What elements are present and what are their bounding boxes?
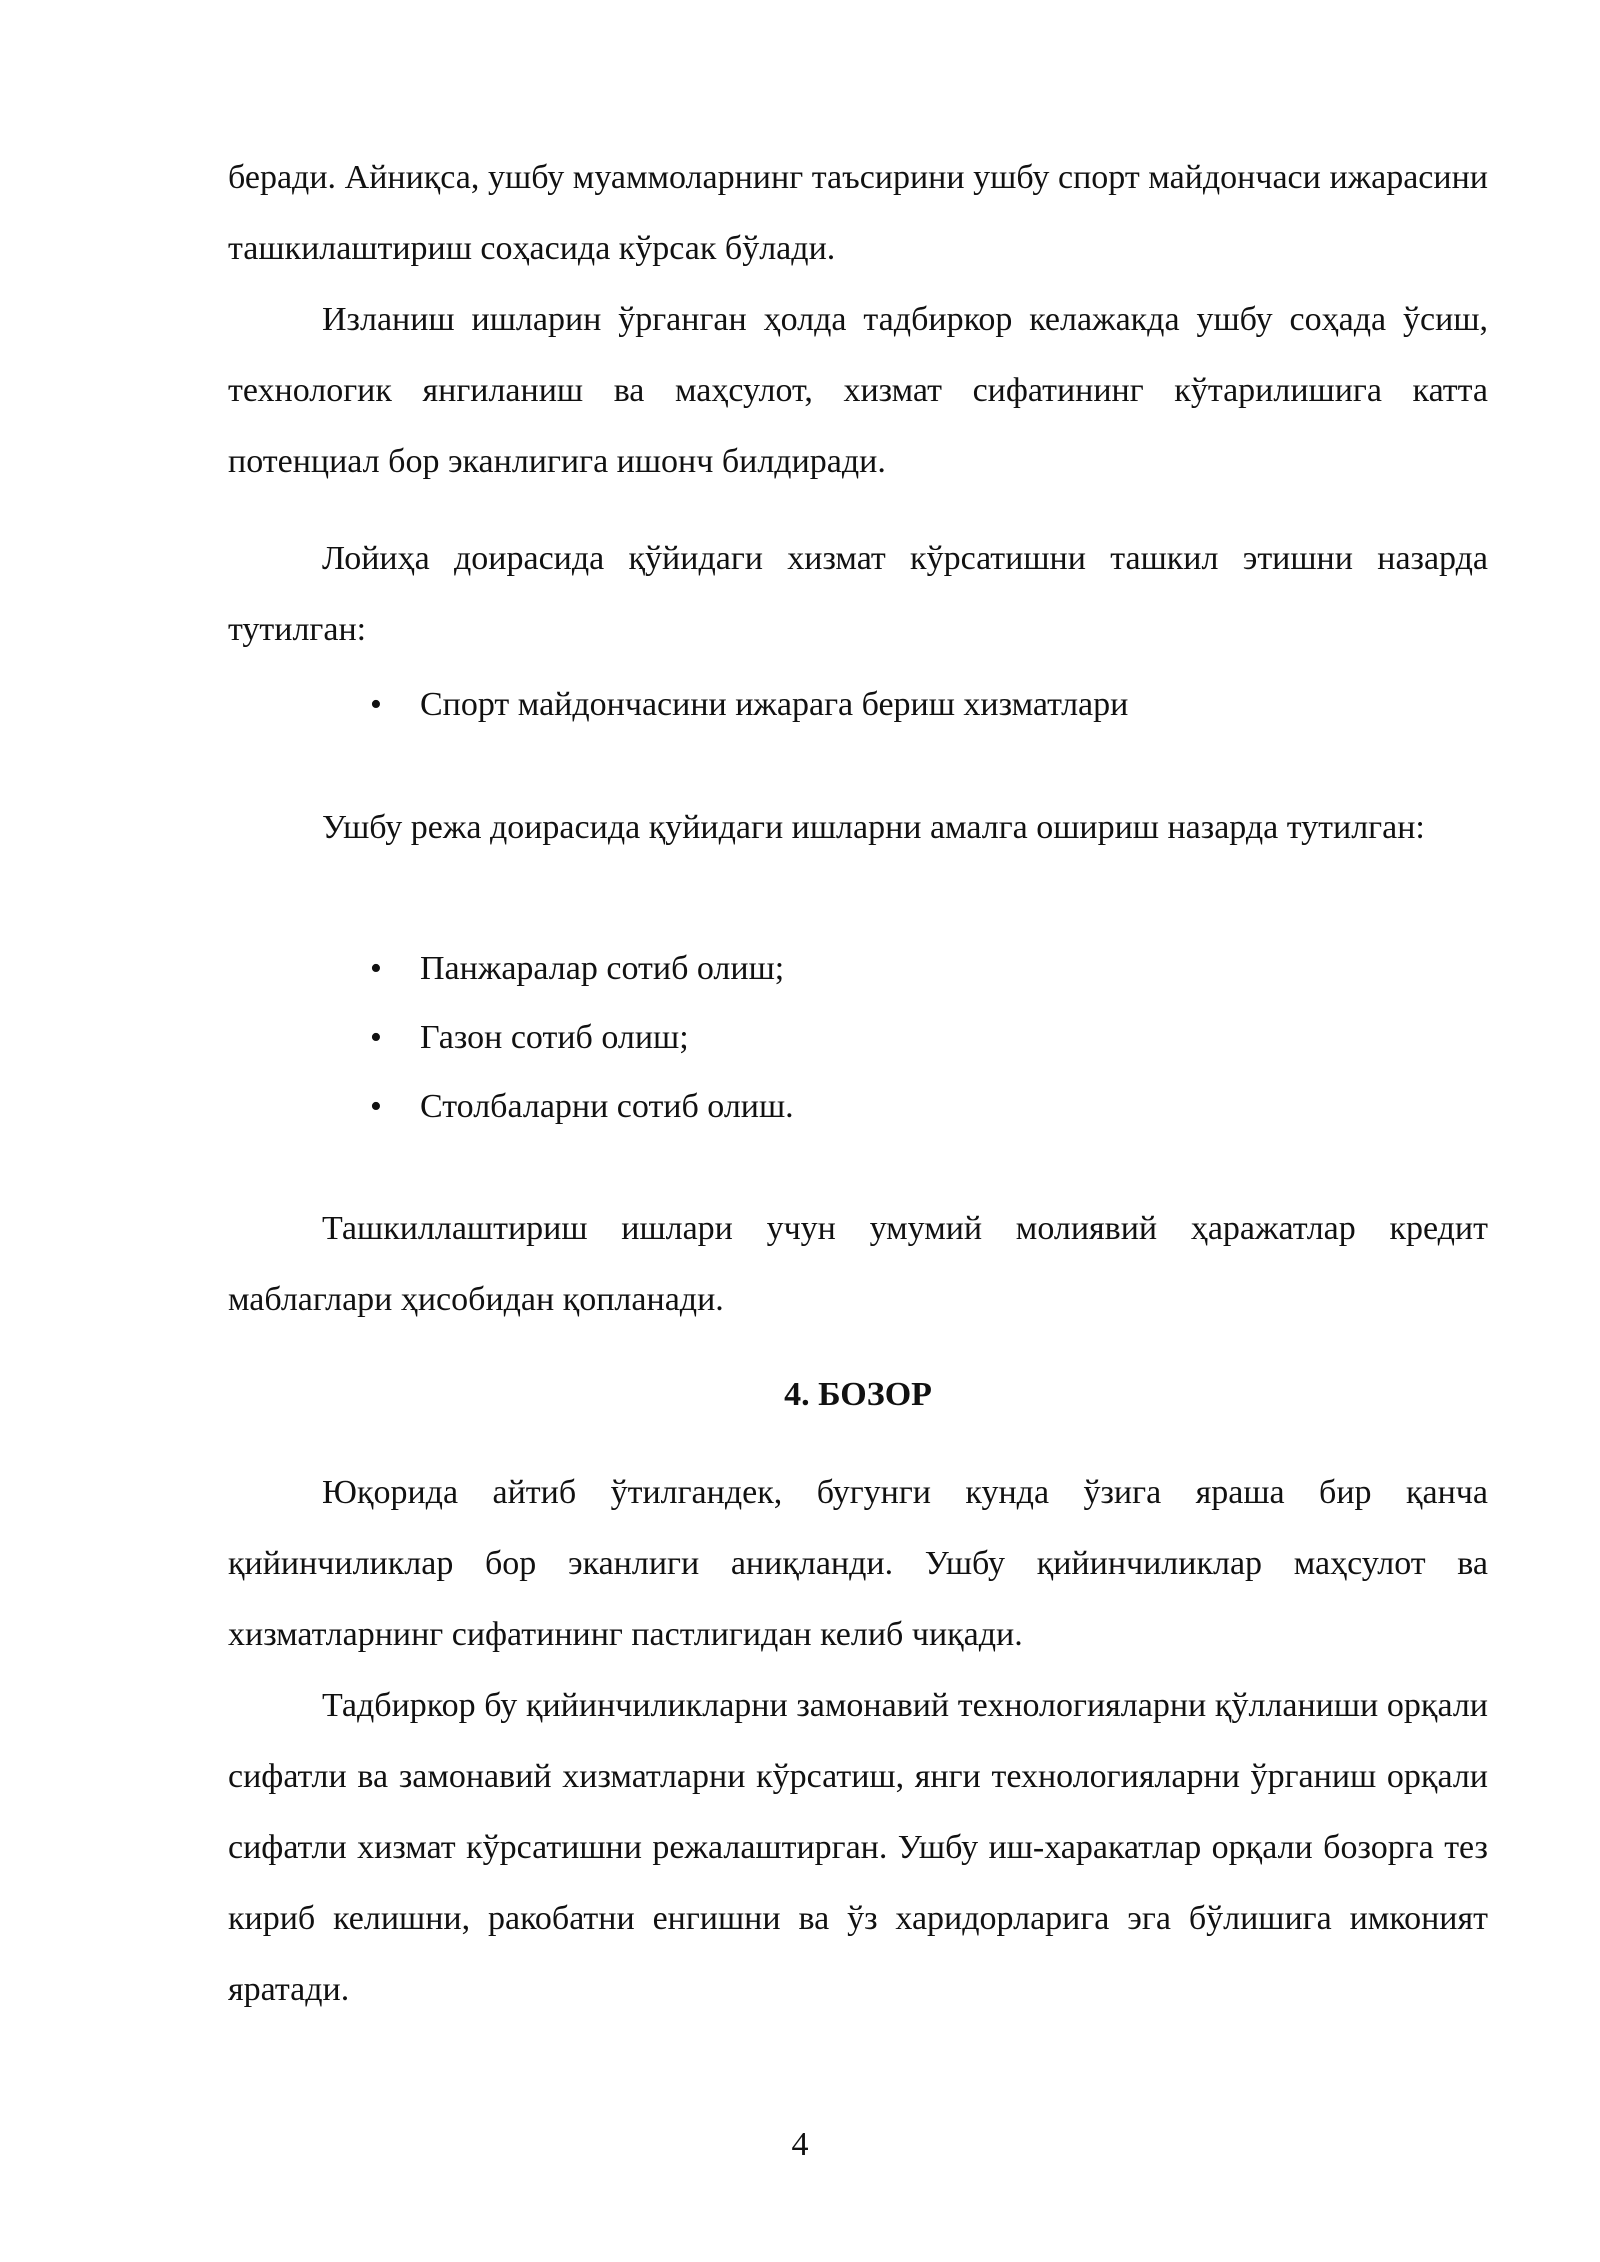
paragraph-research: Изланиш ишларин ўрганган ҳолда тадбиркор келажакда ушбу соҳада ўсиш, технологик янгиланиш ва маҳсулот, хизмат сифатининг кўтарилишига катта потенциал бор эканлигига ишонч билдиради. — [228, 301, 1488, 480]
paragraph-project-scope: Лойиҳа доирасида қўйидаги хизмат кўрсатишни ташкил этишни назарда тутилган: — [228, 540, 1488, 648]
section-heading: 4. БОЗОР — [784, 1376, 932, 1413]
paragraph-market-intro: Юқорида айтиб ўтилгандек, бугунги кунда ўзига яраша бир қанча қийинчиликлар бор эканлиги аниқланди. Ушбу қийинчиликлар маҳсулот ва хизматларнинг сифатининг пастлигидан келиб чиқади. — [228, 1474, 1488, 1653]
bullet-icon: • — [370, 686, 382, 723]
bullet-icon: • — [370, 1019, 382, 1056]
list-item — [370, 1072, 794, 1141]
bullet-icon: • — [370, 1088, 382, 1125]
paragraph-financing: Ташкиллаштириш ишлари учун умумий молиявий ҳаражатлар кредит маблаглари ҳисобидан қопланади. — [228, 1210, 1488, 1318]
services-list — [370, 670, 1128, 739]
bullet-icon: • — [370, 950, 382, 987]
paragraph-market-strategy: Тадбиркор бу қийинчиликларни замонавий технологияларни қўлланиши орқали сифатли ва замонавий хизматларни кўрсатиш, янги технологияларни ўрганиш орқали сифатли хизмат кўрсатишни режалаштирган. Ушбу иш-харакатлар орқали бозорга тез кириб келишни, ракобатни енгишни ва ўз харидорларига эга бўлишига имконият яратади. — [228, 1687, 1488, 2008]
list-item-text: Спорт майдончасини ижарага бериш хизматлари — [420, 686, 1129, 723]
list-item — [370, 934, 794, 1003]
list-item — [370, 1003, 794, 1072]
paragraph-plan: Ушбу режа доирасида қуйидаги ишларни амалга ошириш назарда тутилган: — [322, 809, 1425, 846]
list-item-text: Панжаралар сотиб олиш; — [420, 950, 785, 987]
list-item — [370, 670, 1128, 739]
page-number: 4 — [791, 2126, 809, 2163]
paragraph-continuation: беради. Айниқса, ушбу муаммоларнинг таъсирини ушбу спорт майдончаси ижарасини ташкилаштириш соҳасида кўрсак бўлади. — [228, 159, 1488, 267]
list-item-text: Газон сотиб олиш; — [420, 1019, 689, 1056]
purchases-list — [370, 934, 794, 1141]
list-item-text: Столбаларни сотиб олиш. — [420, 1088, 794, 1125]
